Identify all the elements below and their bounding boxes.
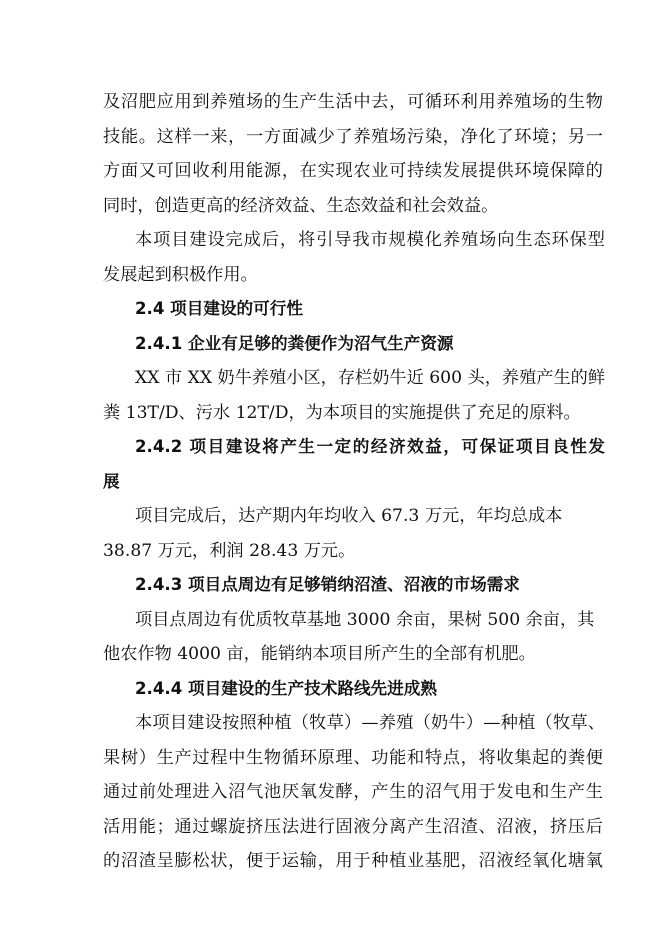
- subsection-heading: 2.4.2 项目建设将产生一定的经济效益，可保证项目良性发: [135, 437, 605, 456]
- paragraph-line: 果树）生产过程中生物循环原理、功能和特点，将收集起的粪便: [103, 748, 603, 768]
- paragraph-line: 38.87 万元，利润 28.43 万元。: [103, 541, 356, 561]
- subsection-heading: 2.4.1 企业有足够的粪便作为沼气生产资源: [135, 334, 454, 353]
- paragraph-line: 的沼渣呈膨松状，便于运输，用于种植业基肥，沼液经氧化塘氧: [103, 851, 603, 871]
- paragraph-line: 粪 13T/D、污水 12T/D，为本项目的实施提供了充足的原料。: [103, 403, 581, 423]
- subsection-heading: 2.4.3 项目点周边有足够销纳沼渣、沼液的市场需求: [135, 575, 520, 594]
- paragraph-line: 及沼肥应用到养殖场的生产生活中去，可循环利用养殖场的生物: [103, 92, 603, 112]
- paragraph-line: 方面又可回收利用能源，在实现农业可持续发展提供环境保障的: [103, 161, 603, 181]
- paragraph-line: 发展起到积极作用。: [103, 265, 258, 285]
- paragraph-line: 活用能；通过螺旋挤压法进行固液分离产生沼渣、沼液，挤压后: [103, 817, 603, 837]
- paragraph-line: 通过前处理进入沼气池厌氧发酵，产生的沼气用于发电和生产生: [103, 782, 603, 802]
- subsection-heading: 2.4.4 项目建设的生产技术路线先进成熟: [135, 679, 437, 698]
- section-heading: 2.4 项目建设的可行性: [135, 299, 303, 318]
- paragraph-line: 本项目建设按照种植（牧草）—养殖（奶牛）—种植（牧草、: [135, 713, 605, 733]
- paragraph-line: 他农作物 4000 亩，能销纳本项目所产生的全部有机肥。: [103, 644, 536, 664]
- paragraph-line: 本项目建设完成后，将引导我市规模化养殖场向生态环保型: [135, 230, 605, 250]
- paragraph-line: 项目点周边有优质牧草基地 3000 余亩，果树 500 余亩，其: [135, 610, 595, 630]
- subsection-heading: 展: [103, 472, 120, 491]
- paragraph-line: XX 市 XX 奶牛养殖小区，存栏奶牛近 600 头，养殖产生的鲜: [135, 368, 605, 388]
- paragraph-line: 同时，创造更高的经济效益、生态效益和社会效益。: [103, 196, 499, 216]
- paragraph-line: 项目完成后，达产期内年均收入 67.3 万元，年均总成本: [135, 506, 563, 526]
- paragraph-line: 技能。这样一来，一方面减少了养殖场污染，净化了环境；另一: [103, 127, 603, 147]
